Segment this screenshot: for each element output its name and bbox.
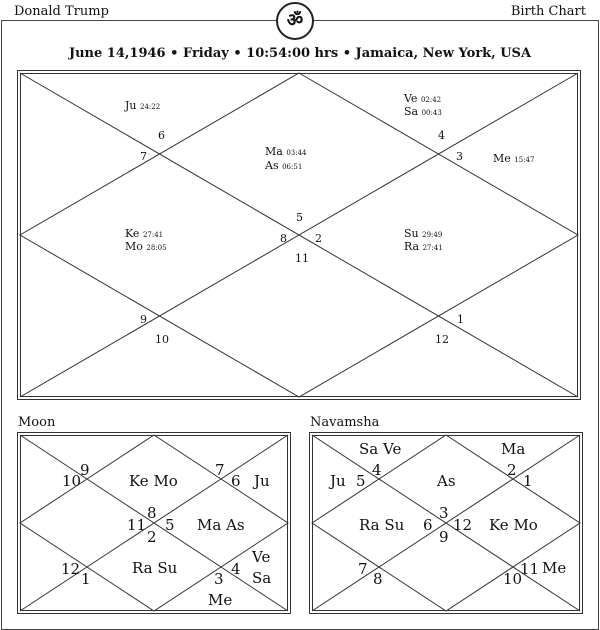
house-number: 12 (453, 516, 473, 534)
house-number: 8 (147, 504, 157, 522)
planet-ju: Ju (254, 472, 270, 490)
planet-sa: Sa (252, 569, 272, 587)
house-number: 9 (80, 461, 90, 479)
house-number: 6 (158, 129, 165, 142)
house-number: 7 (215, 461, 225, 479)
house-number: 5 (296, 211, 303, 224)
house-number: 4 (438, 129, 445, 142)
planets-ra-su: Ra Su (132, 559, 178, 577)
house-number: 3 (439, 504, 449, 522)
house-number: 6 (423, 516, 433, 534)
planet-as: As (437, 472, 456, 490)
house-number: 8 (280, 232, 287, 245)
planet-ve: Ve (252, 548, 271, 566)
house-number: 2 (507, 461, 517, 479)
planets-ke-mo: Ke Mo (489, 516, 538, 534)
birth-chart (17, 70, 581, 400)
om-icon: ॐ (276, 2, 314, 40)
house-number: 10 (155, 333, 169, 346)
moon-chart-title: Moon (18, 415, 56, 430)
planet-su: Su 29:49 (404, 227, 443, 240)
planet-as: As 06:51 (265, 159, 303, 172)
house-number: 2 (147, 528, 157, 546)
planets-sa-ve: Sa Ve (359, 440, 402, 458)
house-number: 11 (127, 516, 147, 534)
planet-sa: Sa 00:43 (404, 105, 442, 118)
planet-ve: Ve 02:42 (404, 92, 442, 105)
house-number: 6 (231, 472, 241, 490)
moon-chart (17, 432, 291, 614)
navamsha-chart-title: Navamsha (310, 415, 380, 430)
moon-chart-grid (17, 432, 291, 614)
planet-ju: Ju (330, 472, 346, 490)
planet-me: Me (208, 591, 233, 609)
planets-ra-su: Ra Su (359, 516, 405, 534)
page-title: Birth Chart (510, 4, 586, 19)
house-number: 3 (214, 570, 224, 588)
house-number: 3 (456, 150, 463, 163)
house-number: 2 (315, 232, 322, 245)
house-number: 10 (62, 472, 82, 490)
planet-mo: Mo 28:05 (125, 240, 167, 253)
planets-ma-as: Ma As (197, 516, 245, 534)
planet-me: Me (542, 559, 567, 577)
house-number: 11 (520, 560, 540, 578)
birth-details: June 14,1946 • Friday • 10:54:00 hrs • Jamaica, New York, USA (68, 46, 532, 61)
house-number: 4 (372, 461, 382, 479)
planet-ma: Ma (501, 440, 526, 458)
house-number: 7 (358, 560, 368, 578)
house-number: 10 (503, 570, 523, 588)
house-number: 1 (81, 570, 91, 588)
birth-chart-grid (17, 70, 581, 400)
house-number: 1 (523, 472, 533, 490)
house-number: 1 (457, 313, 464, 326)
planet-me: Me 15:47 (493, 152, 535, 165)
navamsha-chart (309, 432, 583, 614)
house-number: 4 (231, 560, 241, 578)
planet-ma: Ma 03:44 (265, 145, 307, 158)
planets-ke-mo: Ke Mo (129, 472, 178, 490)
person-name: Donald Trump (14, 4, 109, 19)
house-number: 12 (435, 333, 449, 346)
house-number: 9 (140, 313, 147, 326)
planet-ra: Ra 27:41 (404, 240, 443, 253)
planet-ke: Ke 27:41 (125, 227, 164, 240)
house-number: 7 (140, 150, 147, 163)
house-number: 8 (373, 570, 383, 588)
planet-ju: Ju 24:22 (125, 99, 161, 112)
house-number: 12 (61, 560, 81, 578)
navamsha-chart-grid (309, 432, 583, 614)
house-number: 5 (356, 472, 366, 490)
house-number: 5 (165, 516, 175, 534)
house-number: 9 (439, 528, 449, 546)
house-number: 11 (295, 252, 309, 265)
